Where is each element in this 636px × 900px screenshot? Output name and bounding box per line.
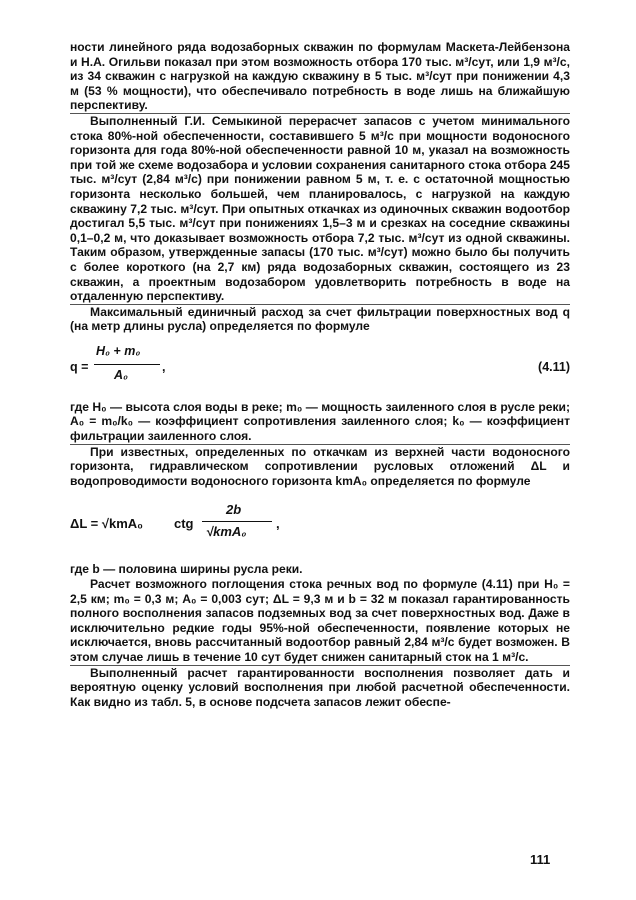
paragraph-7: Расчет возможного поглощения стока речных вод по формуле (4.11) при H₀ = 2,5 км; m₀ = 0,3 м; A₀ = 0,003 сут; ΔL = 9,3 м и b = 32 м показал гарантированность полного восполнения запасов подземных вод за счет поверхностных вод. Даже в исключительно редкие годы 95%-ной обеспеченности, появление которых не исключается, вновь рассчитанный водоотбор равный 2,84 м³/с будет возможен. В этом случае лишь в течение 10 сут будет снижен санитарный сток на 1 м³/с. [70, 577, 570, 664]
fraction-bar [202, 521, 272, 522]
paragraph-6: где b — половина ширины русла реки. [70, 562, 303, 577]
formula-denominator: √kmA₀ [206, 524, 247, 540]
formula-function: ctg [174, 516, 194, 532]
paragraph-3: Максимальный единичный расход за счет фильтрации поверхностных вод q (на метр длины русла) определяется по формуле [70, 304, 570, 334]
formula-delta-l [70, 502, 570, 550]
paragraph-8: Выполненный расчет гарантированности восполнения позволяет дать и вероятную оценку условий восполнения при любой расчетной обеспеченности. Как видно из табл. 5, в основе подсчета запасов лежит обеспе- [70, 665, 570, 709]
paragraph-4: где H₀ — высота слоя воды в реке; m₀ — мощность заиленного слоя в русле реки; A₀ = m₀/k₀ — коэффициент сопротивления заиленного слоя; k₀ — коэффициент фильтрации заиленного слоя. [70, 399, 570, 444]
paragraph-2: Выполненный Г.И. Семыкиной перерасчет запасов с учетом минимального стока 80%-ной обеспеченности, составившего 5 м³/с при мощности водоносного горизонта для года 80%-ной обеспеченности равной 10 м, указал на возможность при той же схеме водозабора и условии сохранения санитарного стока отбора 245 тыс. м³/сут (2,84 м³/с) при понижении равном 5 м, т. е. с остаточной мощностью горизонта несколько большей, чем планировалось, с нагрузкой на каждую скважину 7,2 тыс. м³/сут. При опытных откачках из одиночных скважин водоотбор достигал 5,5 тыс. м³/сут при понижениях 1,5–3 м и срезках на соседние скважины 0,1–0,2 м, что доказывает возможность отбора 7,2 тыс. м³/сут из одной скважины. Таким образом, утвержденные запасы (170 тыс. м³/сут) можно было бы получить с более короткого (на 2,7 км) ряда водозаборных скважин, состоящего из 23 скважин, а проектным водозабором удовлетворить потребность в воде на отдаленную перспективу. [70, 113, 570, 304]
page-content [70, 40, 570, 709]
paragraph-5: При известных, определенных по откачкам из верхней части водоносного горизонта, гидравлическом сопротивлении русловых отложений ΔL и водопроводимости водоносного горизонта kmA₀ определяется по формуле [70, 444, 570, 488]
formula-lhs: ΔL = √kmA₀ [70, 516, 144, 532]
formula-denominator: A₀ [114, 367, 128, 382]
paragraph-1: ности линейного ряда водозаборных скважин по формулам Маскета-Лейбензона и Н.А. Огильви показал при этом возможность отбора 170 тыс. м³/сут, или 1,9 м³/с, из 34 скважин с нагрузкой на каждую скважину в 5 тыс. м³/сут при понижении 4,3 м (53 % мощности), что обеспечивало потребность в воде лишь на ближайшую перспективу. [70, 40, 570, 113]
formula-numerator: 2b [226, 502, 242, 518]
equation-number: (4.11) [538, 359, 570, 374]
formula-4-11 [70, 344, 570, 388]
page-number: 111 [530, 852, 551, 867]
formula-numerator: H₀ + m₀ [96, 343, 141, 358]
fraction-bar [94, 364, 160, 365]
formula-lhs: q = [70, 359, 89, 374]
formula-comma: , [276, 516, 280, 532]
formula-comma: , [162, 359, 166, 374]
